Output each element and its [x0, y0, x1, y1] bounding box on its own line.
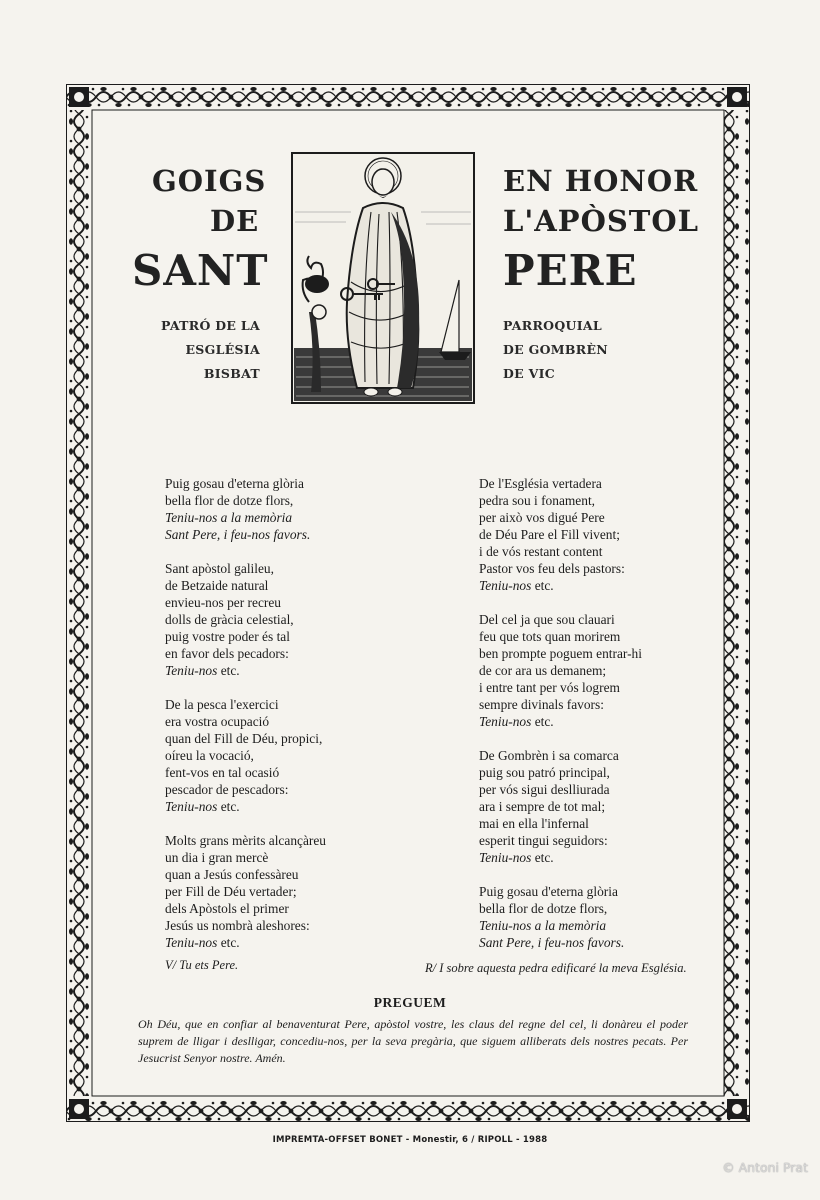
verse-text: era vostra ocupació: [165, 714, 270, 729]
stanza-gap: [165, 815, 326, 832]
verse-line: [165, 611, 326, 628]
verse-line: [479, 900, 642, 917]
verse-line: [479, 798, 642, 815]
verse-text: puig vostre poder és tal: [165, 629, 290, 644]
title-en-honor: EN HONOR: [503, 164, 699, 198]
subtitle-right-3: DE VIC: [503, 366, 556, 381]
verse-text: quan a Jesús confessàreu: [165, 867, 299, 882]
verse-line: [479, 815, 642, 832]
verse-text: De Gombrèn i sa comarca: [479, 748, 619, 763]
title-sant: SANT: [132, 246, 269, 295]
verse-line: [479, 492, 642, 509]
verse-line: [165, 662, 326, 679]
verse-line: [165, 628, 326, 645]
subtitle-left-2: ESGLÉSIA: [185, 342, 260, 357]
title-goigs: GOIGS: [152, 164, 267, 198]
verse-text: Teniu-nos a la memòria: [165, 510, 293, 525]
verse-line: [479, 696, 642, 713]
response: R/ I sobre aquesta pedra edificaré la meva Església.: [425, 961, 687, 975]
verse-text: Puig gosau d'eterna glòria: [165, 476, 304, 491]
verse-text: Teniu-nos: [165, 799, 218, 814]
verse-line: [479, 628, 642, 645]
verse-text: Del cel ja que sou clauari: [479, 612, 615, 627]
verse-line: [479, 526, 642, 543]
verse-line: [479, 934, 642, 951]
verse-line: [165, 730, 326, 747]
verse-line: [165, 696, 326, 713]
verse-line: [165, 492, 326, 509]
verse-line: [479, 577, 642, 594]
verse-suffix: etc.: [531, 578, 554, 593]
verse-line: [165, 900, 326, 917]
verse-text: Pastor vos feu dels pastors:: [479, 561, 625, 576]
verse-text: de Betzaide natural: [165, 578, 269, 593]
verse-text: esperit tingui seguidors:: [479, 833, 608, 848]
verse-text: Sant Pere, i feu-nos favors.: [479, 935, 625, 950]
verse-text: per vós sigui deslliurada: [479, 782, 610, 797]
prayer-text: Oh Déu, que en confiar al benaventurat Pere, apòstol vostre, les claus del regne del cel, li donàreu el poder suprem de lligar i deslligar, concediu-nos, per la seva pregària, que siguem alliberats dels nostres pecats. Per Jesucrist Senyor nostre. Amén.: [138, 1017, 688, 1065]
verse-line: [165, 526, 326, 543]
verse-text: pedra sou i fonament,: [479, 493, 596, 508]
stanza-gap: [165, 543, 326, 560]
verse-line: [479, 747, 642, 764]
verse-text: Molts grans mèrits alcançàreu: [165, 833, 327, 848]
verse-line: [165, 509, 326, 526]
stanza-gap: [165, 679, 326, 696]
verse-line: [165, 866, 326, 883]
verse-line: [165, 883, 326, 900]
verse-text: mai en ella l'infernal: [479, 816, 589, 831]
verse-line: [165, 747, 326, 764]
verse-suffix: etc.: [217, 799, 240, 814]
verse-line: [165, 849, 326, 866]
verse-suffix: etc.: [531, 714, 554, 729]
verse-text: Teniu-nos: [479, 714, 532, 729]
verse-line: [479, 679, 642, 696]
printer-footer: IMPREMTA-OFFSET BONET - Monestir, 6 / RIPOLL - 1988: [272, 1135, 548, 1145]
verse-line: [165, 832, 326, 849]
verse-line: [165, 594, 326, 611]
verse-text: ben prompte poguem entrar-hi: [479, 646, 642, 661]
verse-text: Teniu-nos a la memòria: [479, 918, 607, 933]
verse-text: Sant Pere, i feu-nos favors.: [165, 527, 311, 542]
verse-line: [479, 475, 642, 492]
verse-text: puig sou patró principal,: [479, 765, 610, 780]
subtitle-left-1: PATRÓ DE LA: [161, 318, 260, 333]
verse-line: [165, 917, 326, 934]
verse-line: [479, 832, 642, 849]
versicle: V/ Tu ets Pere.: [165, 958, 239, 972]
verse-text: i de vós restant content: [479, 544, 603, 559]
verse-text: oíreu la vocació,: [165, 748, 254, 763]
verse-text: de cor ara us demanem;: [479, 663, 607, 678]
verse-line: [165, 934, 326, 951]
verse-suffix: etc.: [531, 850, 554, 865]
verse-text: Teniu-nos: [479, 850, 532, 865]
verse-text: Jesús us nombrà aleshores:: [165, 918, 310, 933]
verse-line: [479, 509, 642, 526]
verse-line: [479, 645, 642, 662]
verse-line: [165, 645, 326, 662]
verse-line: [479, 883, 642, 900]
verse-text: De la pesca l'exercici: [165, 697, 279, 712]
verse-suffix: etc.: [217, 935, 240, 950]
verse-text: un dia i gran mercè: [165, 850, 269, 865]
verse-text: Sant apòstol galileu,: [165, 561, 274, 576]
verse-line: [479, 917, 642, 934]
verse-suffix: etc.: [217, 663, 240, 678]
verse-line: [165, 713, 326, 730]
verse-line: [165, 577, 326, 594]
verse-line: [479, 560, 642, 577]
prayer-title: PREGUEM: [373, 995, 447, 1010]
verse-text: dels Apòstols el primer: [165, 901, 289, 916]
verses-right-column: [479, 475, 642, 951]
verse-text: Teniu-nos: [479, 578, 532, 593]
verse-text: envieu-nos per recreu: [165, 595, 281, 610]
verse-text: dolls de gràcia celestial,: [165, 612, 294, 627]
title-de: DE: [210, 204, 260, 238]
verse-text: Puig gosau d'eterna glòria: [479, 884, 618, 899]
verse-line: [479, 611, 642, 628]
stanza-gap: [479, 594, 642, 611]
verse-text: de Déu Pare el Fill vivent;: [479, 527, 620, 542]
verse-text: pescador de pescadors:: [165, 782, 289, 797]
verse-line: [479, 781, 642, 798]
verse-text: De l'Església vertadera: [479, 476, 602, 491]
watermark-credit: © Antoni Prat: [722, 1160, 808, 1175]
verse-text: i entre tant per vós logrem: [479, 680, 620, 695]
verse-line: [479, 713, 642, 730]
title-pere: PERE: [503, 246, 638, 295]
stanza-gap: [479, 866, 642, 883]
subtitle-left-3: BISBAT: [203, 366, 260, 381]
verse-line: [479, 662, 642, 679]
verse-line: [165, 475, 326, 492]
verse-text: Teniu-nos: [165, 935, 218, 950]
verse-text: en favor dels pecadors:: [165, 646, 289, 661]
verse-text: sempre divinals favors:: [479, 697, 604, 712]
stanza-gap: [479, 730, 642, 747]
subtitle-right-2: DE GOMBRÈN: [503, 342, 609, 357]
verse-text: per això vos digué Pere: [479, 510, 605, 525]
saint-peter-woodcut-icon: [291, 152, 475, 404]
verse-text: bella flor de dotze flors,: [165, 493, 294, 508]
verse-line: [165, 560, 326, 577]
verse-text: feu que tots quan morirem: [479, 629, 621, 644]
verse-line: [479, 543, 642, 560]
verse-line: [165, 798, 326, 815]
verse-text: per Fill de Déu vertader;: [165, 884, 297, 899]
verse-line: [479, 849, 642, 866]
verse-text: quan del Fill de Déu, propici,: [165, 731, 323, 746]
subtitle-right-1: PARROQUIAL: [503, 318, 602, 333]
verse-text: ara i sempre de tot mal;: [479, 799, 606, 814]
verse-line: [165, 764, 326, 781]
title-apostol: L'APÒSTOL: [503, 204, 700, 238]
verse-text: bella flor de dotze flors,: [479, 901, 608, 916]
verses-left-column: [165, 475, 326, 951]
verse-line: [165, 781, 326, 798]
verse-text: fent-vos en tal ocasió: [165, 765, 280, 780]
verse-line: [479, 764, 642, 781]
verse-text: Teniu-nos: [165, 663, 218, 678]
